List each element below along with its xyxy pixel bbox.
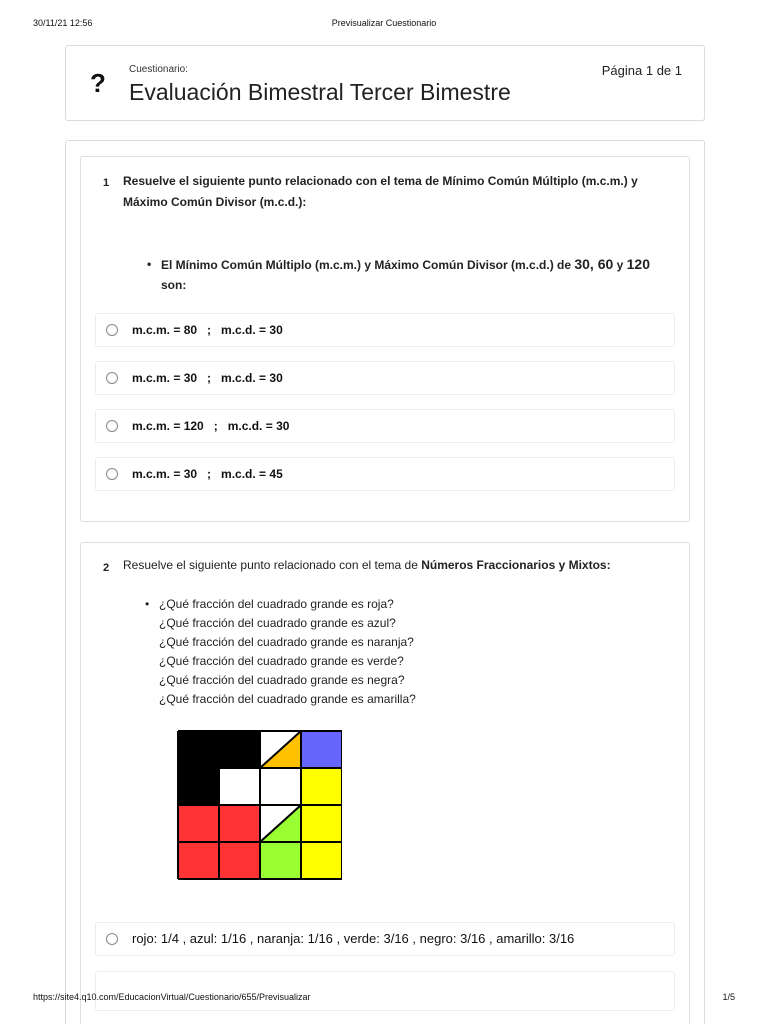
fraction-grid-figure: [176, 729, 342, 881]
print-title: Previsualizar Cuestionario: [331, 18, 437, 28]
answer-text: m.c.m. = 80 ; m.c.d. = 30: [132, 323, 283, 337]
bullet-number: 120: [626, 256, 650, 272]
question-stem-topic: Números Fraccionarios y Mixtos:: [421, 558, 611, 572]
question-card-2: [80, 542, 690, 1024]
question-card-1: [80, 156, 690, 522]
bullet-text-line2: son:: [161, 278, 187, 292]
yellow-cell: [301, 768, 342, 805]
answer-text: m.c.m. = 30 ; m.c.d. = 30: [132, 371, 283, 385]
black-cell: [219, 731, 260, 768]
green-cell: [260, 842, 301, 879]
answer-option[interactable]: [95, 313, 675, 347]
radio-button[interactable]: [106, 468, 118, 480]
question-stem-text: Resuelve el siguiente punto relacionado con el tema de: [123, 558, 422, 572]
question-stem: [123, 171, 638, 213]
red-cell: [178, 805, 219, 842]
bullet-numbers: 30, 60: [574, 256, 614, 272]
radio-button[interactable]: [106, 420, 118, 432]
bullet-connector: y: [613, 258, 627, 272]
bullet-dot: •: [145, 597, 150, 611]
answer-option[interactable]: [95, 457, 675, 491]
quiz-label: Cuestionario:: [129, 64, 188, 75]
fraction-question: ¿Qué fracción del cuadrado grande es roja?: [159, 597, 394, 611]
answer-text: m.c.m. = 120 ; m.c.d. = 30: [132, 419, 290, 433]
yellow-cell: [301, 805, 342, 842]
print-header: [0, 18, 768, 32]
question-bullet: [145, 595, 659, 709]
yellow-cell: [301, 842, 342, 879]
quiz-header-card: [65, 45, 705, 121]
question-mark-icon: ?: [90, 68, 106, 98]
radio-button[interactable]: [106, 933, 118, 945]
answer-text: m.c.m. = 30 ; m.c.d. = 45: [132, 467, 283, 481]
fraction-question: ¿Qué fracción del cuadrado grande es naranja?: [159, 635, 414, 649]
fraction-question: ¿Qué fracción del cuadrado grande es azul?: [159, 616, 396, 630]
red-cell: [219, 805, 260, 842]
answer-option[interactable]: [95, 361, 675, 395]
fraction-question: ¿Qué fracción del cuadrado grande es negra?: [159, 673, 405, 687]
black-cell: [178, 768, 219, 805]
quiz-title: Evaluación Bimestral Tercer Bimestre: [129, 79, 511, 105]
question-number: 1: [103, 177, 110, 189]
blue-cell: [301, 731, 342, 768]
print-date: 30/11/21 12:56: [33, 18, 93, 28]
radio-button[interactable]: [106, 372, 118, 384]
print-url: https://site4.q10.com/EducacionVirtual/Cuestionario/655/Previsualizar: [33, 992, 311, 1002]
page-indicator: Página 1 de 1: [601, 63, 682, 78]
radio-button[interactable]: [106, 324, 118, 336]
fraction-question: ¿Qué fracción del cuadrado grande es verde?: [159, 654, 404, 668]
red-cell: [219, 842, 260, 879]
answer-option[interactable]: [95, 409, 675, 443]
question-stem-line: Máximo Común Divisor (m.c.d.):: [123, 195, 307, 209]
print-page-number: 1/5: [722, 992, 735, 1002]
question-stem-line: Resuelve el siguiente punto relacionado con el tema de Mínimo Común Múltiplo (m.c.m.) y: [123, 174, 638, 188]
black-cell: [178, 731, 219, 768]
question-stem: [123, 555, 683, 576]
print-footer: [0, 992, 768, 1006]
red-cell: [178, 842, 219, 879]
question-bullet: [147, 254, 681, 295]
answer-text: rojo: 1/4 , azul: 1/16 , naranja: 1/16 , verde: 3/16 , negro: 3/16 , amarillo: 3/16: [132, 931, 575, 946]
answer-option[interactable]: [95, 922, 675, 956]
bullet-dot: •: [147, 257, 152, 271]
bullet-text: El Mínimo Común Múltiplo (m.c.m.) y Máximo Común Divisor (m.c.d.) de: [161, 258, 575, 272]
question-number: 2: [103, 562, 110, 574]
fraction-question: ¿Qué fracción del cuadrado grande es amarilla?: [159, 692, 416, 706]
